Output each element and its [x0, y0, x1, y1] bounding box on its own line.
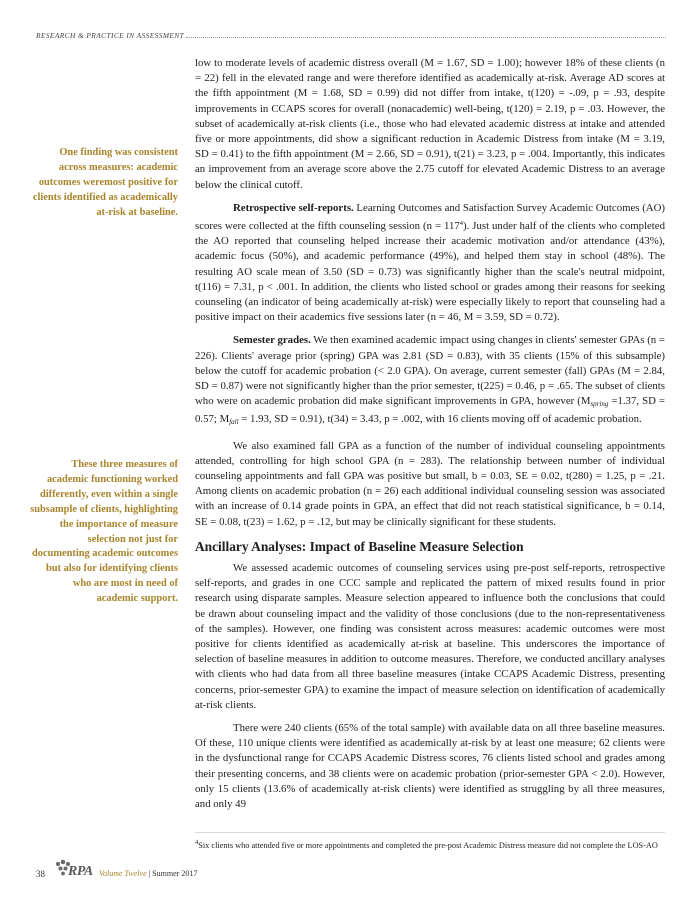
- run-in-heading: Retrospective self-reports.: [233, 201, 354, 214]
- page-footer: [36, 858, 336, 882]
- paragraph-baseline-measures: There were 240 clients (65% of the total sample) with available data on all three baseline measures. Of these, 110 unique clients were identified as academically at-risk by at least one measure; 62 clients were in the dysfunctional range for CCAPS Academic Distress scores, 76 clients listed school and grades among their presenting concerns, and 38 clients were on academic probation (prior-semester GPA < 2.0). However, only 15 clients (13.6% of academically at-risk clients) were identified as struggling by all three measures, and only 49: [195, 721, 665, 810]
- paragraph-fall-gpa: We also examined fall GPA as a function of the number of individual counseling appointments attended, controlling for high school GPA (n = 283). The relationship between number of individual counseling appointments and fall GPA was positive but small, b = 0.03, SE = 0.02, t(280) = 1.25, p = .21. Among clients on academic probation (n = 26) each additional individual counseling session was associated with an increase of 0.14 grade points in GPA, an effect that did not reach statistical significance, b = 0.14, SE = 0.08, t(23) = 1.62, p = .12, but may be clinically significant for these students.: [195, 439, 665, 528]
- paragraph-retrospective-self-reports: Retrospective self-reports. Learning Outcomes and Satisfaction Survey Academic Outcomes (AO) scores were collected at the fifth counseling session $(n = 117^4)$. Just under half of the clients who completed the AO reported that counseling helped increase their academic motivation and/or attendance (43%), academic focus (50%), and academic performance (49%), and helped them stay in school (48%). The resulting AO scale mean of 3.50 (SD = 0.73) was significantly higher than the scale's neutral midpoint, t(116) = 7.31, p < .001. In addition, the clients who listed school or grades among their reasons for seeking counseling (an indicator of being academically at-risk) were especially likely to report that counseling had a positive impact on their academics five sessions later (n = 46, M = 3.59, SD = 0.72).: [195, 201, 665, 324]
- running-head-dotted-rule: [186, 37, 666, 38]
- footnote: [195, 832, 665, 852]
- running-head-title: RESEARCH & PRACTICE IN ASSESSMENT: [36, 31, 188, 40]
- page-number: 38: [36, 869, 45, 879]
- footnote-number: 4: [195, 839, 199, 846]
- running-head: [36, 31, 666, 43]
- footnote-marker: 4: [459, 220, 464, 228]
- paragraph-ancillary-analyses: We assessed academic outcomes of counseling services using pre-post self-reports, retrospective self-reports, and grades in one CCC sample and replicated the pattern of mixed results found in prior research using disparate samples. Measure selection appeared to influence both the conclusions that could be drawn about counseling impact and the validity of those conclusions (due to the non-representativeness of the samples). However, one finding was consistent across measures: academic outcomes were most positive for clients identified as academically at-risk at baseline. This underscores the importance of selection of baseline measures in addition to outcome measures. Therefore, we conducted ancillary analyses with clients who had data from all three baseline measures (intake CCAPS Academic Distress, presenting concerns, prior-semester GPA) to examine the impact of measure selection on identification of academically at-risk clients.: [195, 561, 665, 711]
- section-heading: Ancillary Analyses: Impact of Baseline Measure Selection: [195, 538, 524, 554]
- article-body: [195, 56, 665, 820]
- rpa-logo-text: RPA: [68, 864, 93, 879]
- run-in-heading: Semester grades.: [233, 334, 311, 347]
- pull-quote-1: One finding was consistent across measures: academic outcomes weremost positive for clients identified as academically at-risk at baseline.: [32, 147, 178, 218]
- pull-quote-2: These three measures of academic functioning worked differently, even within a single subsample of clients, highlighting the importance of measure selection not just for documenting academic outcomes but also for identifying clients who are most in need of academic support.: [30, 459, 178, 605]
- paragraph-semester-grades: Semester grades. We then examined academic impact using changes in clients' semester GPAs (n = 226). Clients' average prior (spring) GPA was 2.81 (SD = 0.83), with 35 clients (15% of this subsample) below the cutoff for academic probation (< 2.0 GPA). On average, current semester (fall) GPAs (M = 2.84, SD = 0.87) were not significantly higher than the prior semester, t(225) = 0.46, p = .65. The subset of clients who were on academic probation did make significant improvements in GPA, however ($M_{spring} =1.37$, SD = 0.57; $M_{fall} = 1.93$, SD = 0.91), t(34) = 3.43, p = .002, with 16 clients moving off of academic probation.: [195, 334, 665, 427]
- footnote-text: Six clients who attended five or more appointments and completed the pre-post Academic Distress measure did not complete the LOS-AO: [198, 841, 658, 850]
- paragraph-academic-distress: low to moderate levels of academic distress overall (M = 1.67, SD = 1.00); however 18% of these clients (n = 22) fell in the elevated range and were therefore identified as academically at-risk. Average AD scores at the fifth appointment (M = 1.68, SD = 0.99) did not differ from intake, t(120) = -.09, p = .93, despite improvements in CCAPS scores for overall (nonacademic) well-being, t(120) = 2.19, p = .03. However, the subset of academically at-risk clients (i.e., those who had elevated academic distress at intake and attended five or more appointments, did show a significant reduction in Academic Distress from intake (M = 3.19, SD = 0.41) to the fifth appointment (M = 2.66, SD = 0.91), t(21) = 3.23, p = .004. Importantly, this indicates an improvement from an average score above the 2.75 cutoff for elevated Academic Distress to an average below the clinical cutoff.: [195, 57, 665, 191]
- issue-info: Volume Twelve | Summer 2017: [99, 869, 198, 878]
